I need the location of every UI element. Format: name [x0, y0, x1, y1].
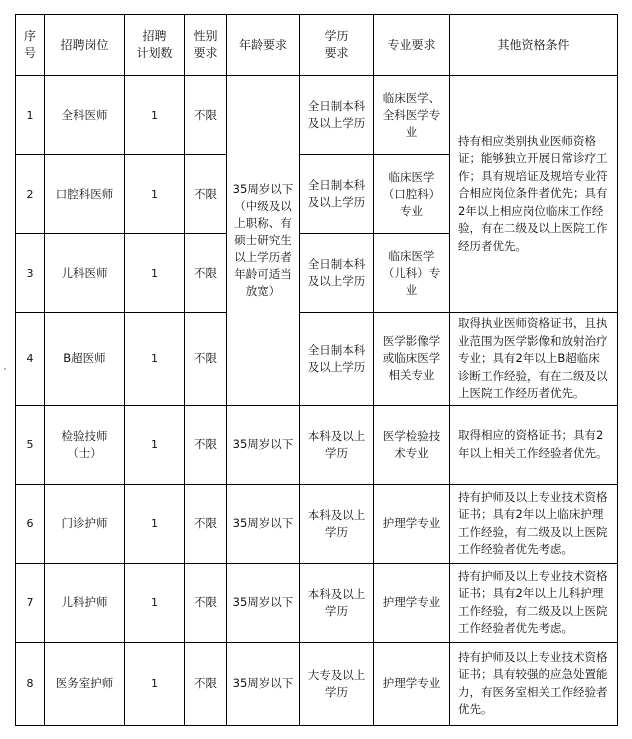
- row-other: 持有护师及以上专业技术资格证书；具有较强的应急处置能力，有医务室相关工作经验者优先。: [450, 642, 618, 725]
- row-education: 大专及以上 学历: [300, 642, 374, 725]
- row-major: 护理学专业: [374, 563, 450, 642]
- row-education: 全日制本科 及以上学历: [300, 155, 374, 234]
- age-doctors-merged: 35周岁以下 （中级及以 上职称、有 硕士研究生 以上学历者 年龄可适当 放宽）: [227, 76, 300, 406]
- header-education: 学历 要求: [300, 15, 374, 76]
- table-row: [16, 642, 618, 725]
- row-education: 全日制本科 及以上学历: [300, 76, 374, 155]
- row-position: 儿科医师: [45, 234, 125, 313]
- row-no: 3: [16, 234, 45, 313]
- recruitment-table-wrapper: [15, 14, 618, 726]
- row-gender: 不限: [185, 313, 227, 406]
- header-row: [16, 15, 618, 76]
- row-major: 护理学专业: [374, 484, 450, 563]
- table-row: [16, 484, 618, 563]
- row-education: 本科及以上 学历: [300, 405, 374, 484]
- row-count: 1: [125, 234, 185, 313]
- table-row: [16, 313, 618, 406]
- row-education: 全日制本科 及以上学历: [300, 234, 374, 313]
- row-major: 临床医学、 全科医学专 业: [374, 76, 450, 155]
- row-position: 检验技师 （士）: [45, 405, 125, 484]
- header-major: 专业要求: [374, 15, 450, 76]
- row-count: 1: [125, 642, 185, 725]
- row-count: 1: [125, 155, 185, 234]
- row-age: 35周岁以下: [227, 405, 300, 484]
- table-row: [16, 76, 618, 155]
- row-age: 35周岁以下: [227, 484, 300, 563]
- row-count: 1: [125, 76, 185, 155]
- row-major: 医学检验技 术专业: [374, 405, 450, 484]
- row-position: 全科医师: [45, 76, 125, 155]
- row-no: 8: [16, 642, 45, 725]
- row-count: 1: [125, 405, 185, 484]
- row-major: 临床医学 （儿科）专 业: [374, 234, 450, 313]
- header-position: 招聘岗位: [45, 15, 125, 76]
- row-count: 1: [125, 563, 185, 642]
- row-position: 医务室护师: [45, 642, 125, 725]
- row-gender: 不限: [185, 76, 227, 155]
- header-gender: 性别 要求: [185, 15, 227, 76]
- row-position: B超医师: [45, 313, 125, 406]
- row-education: 本科及以上 学历: [300, 563, 374, 642]
- row-other: 取得执业医师资格证书，且执业范围为医学影像和放射治疗专业；具有2年以上B超临床诊断工作经验，有在二级及以上医院工作经历者优先。: [450, 313, 618, 406]
- row-major: 护理学专业: [374, 642, 450, 725]
- row-count: 1: [125, 484, 185, 563]
- row-other: 持有护师及以上专业技术资格证书；具有2年以上儿科护理工作经验，有二级及以上医院工作经验者优先考虑。: [450, 563, 618, 642]
- row-education: 全日制本科 及以上学历: [300, 313, 374, 406]
- recruitment-table: [15, 14, 618, 726]
- row-gender: 不限: [185, 155, 227, 234]
- header-count: 招聘 计划数: [125, 15, 185, 76]
- row-no: 1: [16, 76, 45, 155]
- row-no: 6: [16, 484, 45, 563]
- header-other: 其他资格条件: [450, 15, 618, 76]
- row-position: 儿科护师: [45, 563, 125, 642]
- row-gender: 不限: [185, 484, 227, 563]
- row-no: 2: [16, 155, 45, 234]
- row-no: 7: [16, 563, 45, 642]
- row-gender: 不限: [185, 642, 227, 725]
- header-age: 年龄要求: [227, 15, 300, 76]
- row-position: 门诊护师: [45, 484, 125, 563]
- row-age: 35周岁以下: [227, 563, 300, 642]
- row-other: 取得相应的资格证书；具有2年以上相关工作经验者优先。: [450, 405, 618, 484]
- row-education: 本科及以上 学历: [300, 484, 374, 563]
- row-gender: 不限: [185, 563, 227, 642]
- row-major: 医学影像学 或临床医学 相关专业: [374, 313, 450, 406]
- row-no: 5: [16, 405, 45, 484]
- row-other: 持有护师及以上专业技术资格证书；具有2年以上临床护理工作经验，有二级及以上医院工作经验者优先考虑。: [450, 484, 618, 563]
- row-gender: 不限: [185, 405, 227, 484]
- scan-speck: [4, 368, 6, 370]
- table-row: [16, 405, 618, 484]
- table-row: [16, 563, 618, 642]
- row-age: 35周岁以下: [227, 642, 300, 725]
- row-count: 1: [125, 313, 185, 406]
- row-major: 临床医学 （口腔科） 专业: [374, 155, 450, 234]
- row-position: 口腔科医师: [45, 155, 125, 234]
- header-no: 序 号: [16, 15, 45, 76]
- other-doctors-merged: 持有相应类别执业医师资格证；能够独立开展日常诊疗工作；具有规培证及规培专业符合相应岗位条件者优先；具有2年以上相应岗位临床工作经验，有在二级及以上医院工作经历者优先。: [450, 76, 618, 313]
- row-gender: 不限: [185, 234, 227, 313]
- row-no: 4: [16, 313, 45, 406]
